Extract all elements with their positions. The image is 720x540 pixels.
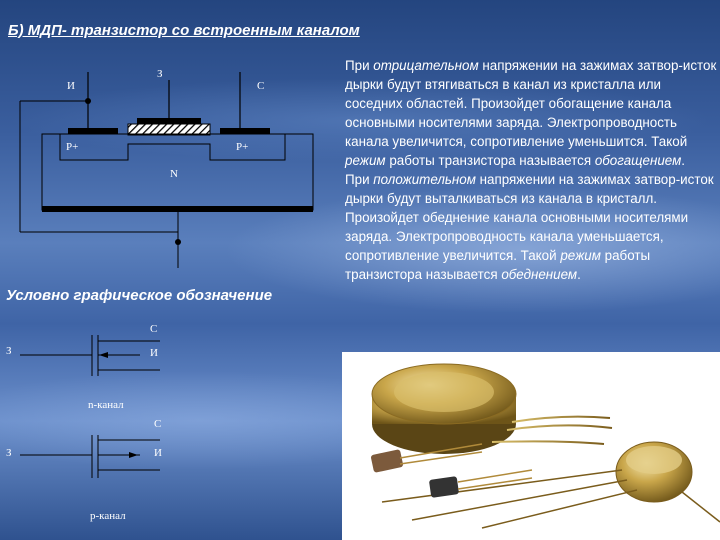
- drain-contact: [220, 128, 270, 134]
- transistor-illustration: [342, 352, 720, 540]
- substrate-node: [175, 239, 181, 245]
- gate-label: З: [157, 68, 163, 80]
- substrate-contact: [42, 206, 313, 212]
- n-channel-caption: n-канал: [88, 399, 124, 411]
- substrate-label: N: [170, 168, 178, 180]
- p-gate-label: З: [6, 447, 12, 459]
- p-channel-symbol: [20, 435, 160, 478]
- p-drain-label: С: [154, 418, 162, 430]
- drain-label: С: [257, 80, 265, 92]
- n-channel-symbol: [20, 335, 160, 376]
- symbol-heading: Условно графическое обозначение: [6, 287, 273, 304]
- n-source-label: И: [150, 347, 158, 359]
- p-source-label: И: [154, 447, 162, 459]
- drain-region-label: P+: [236, 141, 249, 153]
- mosfet-structure-diagram: [0, 0, 340, 290]
- gate-metal: [137, 118, 201, 124]
- n-drain-label: С: [150, 323, 158, 335]
- p-regions-outline: [60, 134, 285, 160]
- source-region-label: P+: [66, 141, 79, 153]
- transistor-photo: [342, 352, 720, 540]
- source-label: И: [67, 80, 75, 92]
- gate-oxide: [128, 124, 210, 135]
- mode-description: При отрицательном напряжении на зажимах затвор-исток дырки будут втягиваться в канал из кристалла или соседних областей. Произойдет обогащение канала основными носителями заряда. Электропроводность канала увеличится, сопротивление уменьшится. Такой режим работы транзистора называется обогащением. При положительном напряжении на зажимах затвор-исток дырки будут выталкиваться из канала в кристалл. Произойдет обеднение канала основными носителями заряда. Электропроводность канала уменьшается, сопротивление увеличится. Такой режим работы транзистора называется обеднением.: [345, 58, 717, 282]
- slide-title: Б) МДП- транзистор со встроенным каналом: [8, 22, 360, 39]
- p-channel-caption: p-канал: [90, 510, 126, 522]
- source-contact: [68, 128, 118, 134]
- n-gate-label: З: [6, 345, 12, 357]
